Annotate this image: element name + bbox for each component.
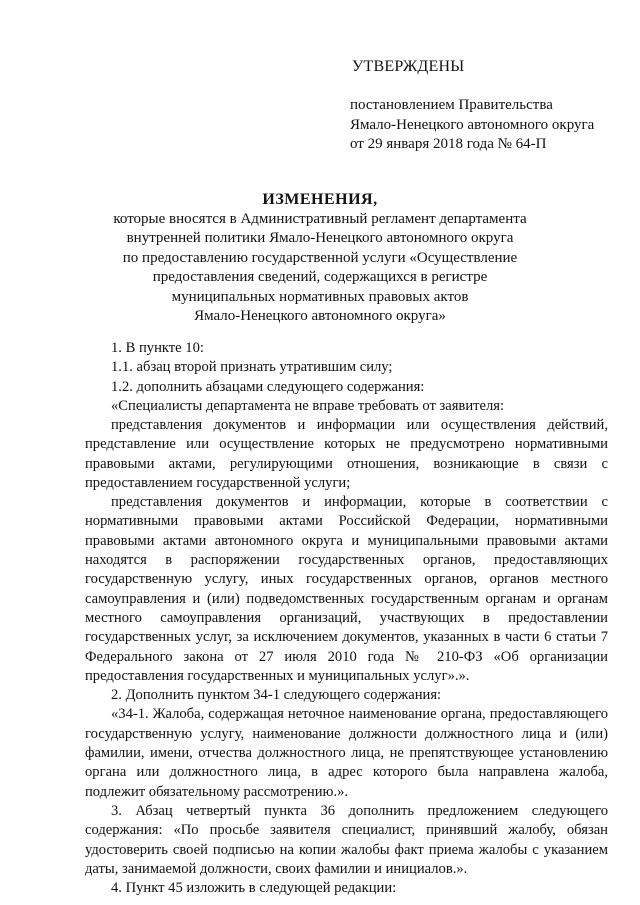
approved-label: УТВЕРЖДЕНЫ — [352, 58, 465, 75]
paragraph: 1.1. абзац второй признать утратившим силу; — [111, 359, 393, 376]
paragraph: представления документов и информации или осуществления действий, представление или осуществление которых не предусмотрено нормативными правовыми актами, регулирующими отношения, возникающие в связи с предоставлением государственной услуги; — [85, 417, 608, 491]
paragraph: 2. Дополнить пунктом 34-1 следующего содержания: — [111, 687, 442, 704]
paragraph: «Специалисты департамента не вправе требовать от заявителя: — [111, 397, 505, 414]
paragraph: «34-1. Жалоба, содержащая неточное наименование органа, предоставляющего государственную услугу, наименование должности должностного лица и (или) фамилии, имени, отчества должностного лица, не препятствующее установлению органа или должностного лица, в адрес которого была направлена жалоба, подлежит обязательному рассмотрению.». — [85, 706, 608, 800]
resolution-line: постановлением Правительства — [350, 97, 553, 113]
heading-line: которые вносятся в Административный регламент департамента — [113, 210, 527, 227]
heading-line: внутренней политики Ямало-Ненецкого автономного округа — [126, 230, 514, 246]
paragraph: 4. Пункт 45 изложить в следующей редакции: — [111, 880, 397, 897]
paragraph: представления документов и информации, которые в соответствии с нормативными правовыми актами Российской Федерации, нормативными правовыми актами автономного округа и муниципальными правовыми актами находятся в распоряжении государственных органов, предоставляющих государственную услугу, иных государственных органов, органов местного самоуправления и (или) подведомственных государственным органам и органам местного самоуправления организаций, участвующих в предоставлении государственных услуг, за исключением документов, указанных в части 6 статьи 7 Федерального закона от 27 июля 2010 года № 210-ФЗ «Об организации предоставления государственных и муниципальных услуг».». — [85, 494, 608, 684]
heading-line: по предоставлению государственной услуги «Осуществление — [122, 249, 518, 266]
paragraph: 3. Абзац четвертый пункта 36 дополнить предложением следующего содержания: «По просьбе заявителя специалист, принявший жалобу, обязан удостоверить своей подписью на копии жалобы факт приема жалобы с указанием даты, занимаемой должности, своих фамилии и инициалов.». — [85, 802, 608, 877]
resolution-line: Ямало-Ненецкого автономного округа — [350, 116, 595, 133]
heading-line: Ямало-Ненецкого автономного округа» — [194, 308, 446, 324]
heading-line: предоставления сведений, содержащихся в регистре — [152, 269, 488, 285]
resolution-line: от 29 января 2018 года № 64-П — [350, 136, 547, 152]
resolution-block — [350, 96, 594, 155]
heading-title: ИЗМЕНЕНИЯ, — [262, 191, 378, 208]
document-heading — [60, 190, 580, 327]
document-body — [111, 339, 608, 416]
heading-line: муниципальных нормативных правовых актов — [171, 288, 469, 305]
paragraph: 1.2. дополнить абзацами следующего содержания: — [111, 378, 425, 395]
paragraph: 1. В пункте 10: — [111, 340, 204, 356]
document-body-continued — [85, 416, 608, 898]
